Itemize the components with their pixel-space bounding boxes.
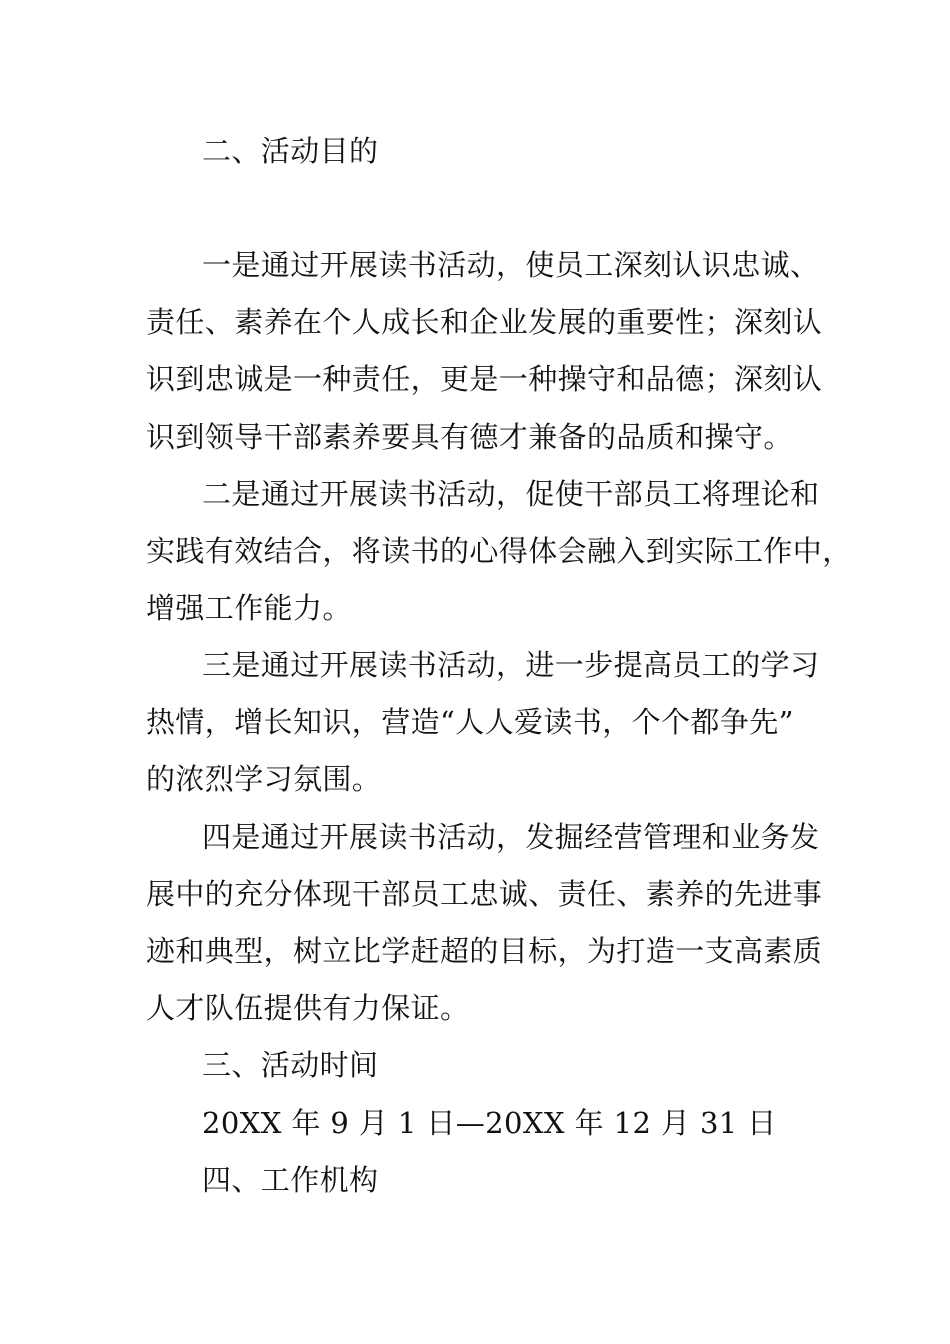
paragraph-line: 识到忠诚是一种责任，更是一种操守和品德；深刻认	[146, 362, 823, 396]
paragraph-line: 四是通过开展读书活动，发掘经营管理和业务发	[202, 820, 820, 854]
paragraph-line: 实践有效结合，将读书的心得体会融入到实际工作中，	[146, 534, 852, 568]
activity-date-range: 20XX 年 9 月 1 日—20XX 年 12 月 31 日	[202, 1106, 777, 1140]
paragraph-line: 展中的充分体现干部员工忠诚、责任、素养的先进事	[146, 877, 823, 911]
paragraph-line: 增强工作能力。	[146, 591, 352, 625]
paragraph-line: 责任、素养在个人成长和企业发展的重要性；深刻认	[146, 305, 823, 339]
section-heading-activity-time: 三、活动时间	[202, 1048, 379, 1082]
paragraph-line: 三是通过开展读书活动，进一步提高员工的学习	[202, 648, 820, 682]
paragraph-line: 一是通过开展读书活动，使员工深刻认识忠诚、	[202, 248, 820, 282]
paragraph-line: 热情，增长知识，营造“人人爱读书，个个都争先”	[146, 705, 794, 739]
paragraph-line: 人才队伍提供有力保证。	[146, 991, 470, 1025]
paragraph-line: 识到领导干部素养要具有德才兼备的品质和操守。	[146, 420, 793, 454]
paragraph-line: 的浓烈学习氛围。	[146, 762, 382, 796]
paragraph-line: 迹和典型，树立比学赶超的目标，为打造一支高素质	[146, 934, 823, 968]
section-heading-work-organization: 四、工作机构	[202, 1163, 379, 1197]
paragraph-line: 二是通过开展读书活动，促使干部员工将理论和	[202, 477, 820, 511]
section-heading-activity-purpose: 二、活动目的	[202, 134, 379, 168]
